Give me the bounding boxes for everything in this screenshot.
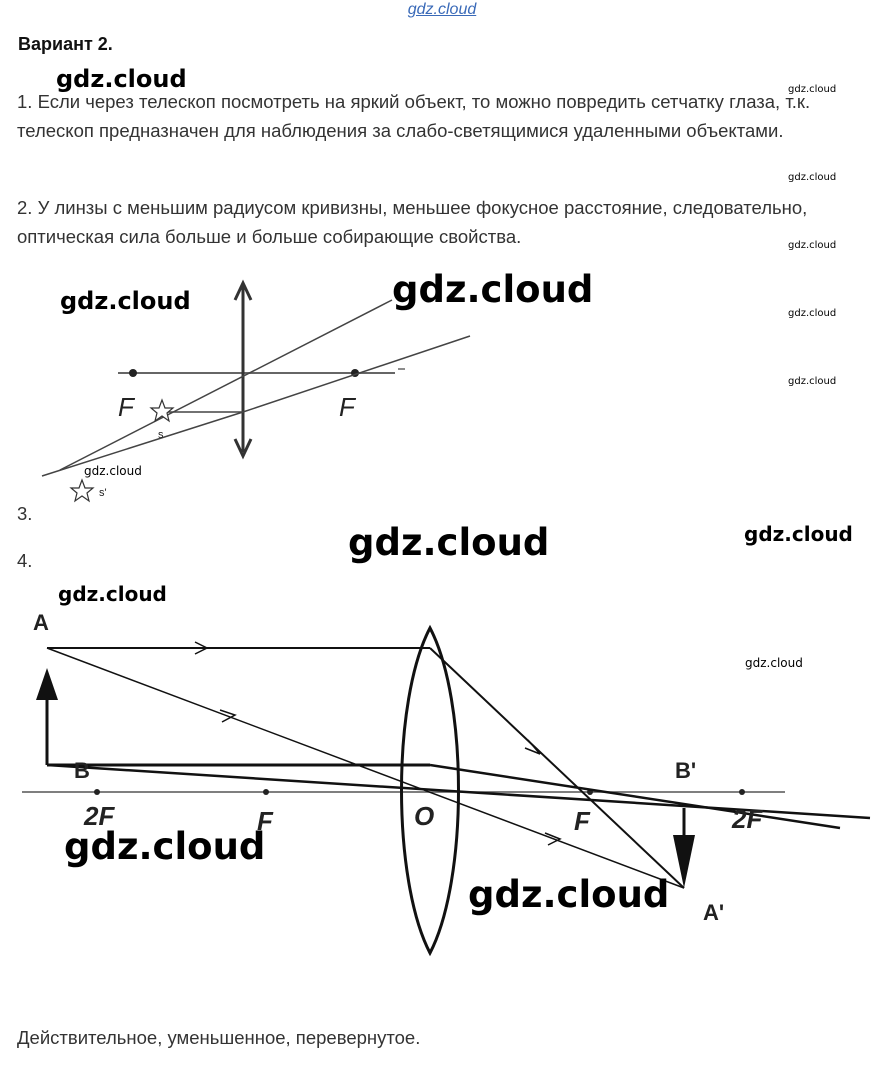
watermark-text: gdz.cloud	[58, 582, 167, 606]
watermark-text: gdz.cloud	[468, 873, 670, 916]
point-f-left	[263, 789, 269, 795]
watermark-text: gdz.cloud	[84, 464, 142, 478]
point-2f-left	[94, 789, 100, 795]
watermark-text: gdz.cloud	[788, 308, 837, 319]
label-o: O	[414, 801, 435, 831]
watermark-text: gdz.cloud	[788, 172, 837, 183]
watermark-text: gdz.cloud	[745, 656, 803, 670]
object-arrowhead	[36, 668, 58, 700]
source-label: s	[158, 429, 164, 441]
label-2f-right: 2F	[732, 804, 763, 834]
ray-from-b-refracted	[430, 765, 840, 828]
focus-label-left: F	[118, 392, 134, 422]
watermark-text: gdz.cloud	[392, 268, 594, 311]
image-label: s'	[99, 487, 107, 499]
point-2f-right	[739, 789, 745, 795]
answer-3-number: 3.	[17, 503, 33, 524]
watermark-text: gdz.cloud	[788, 240, 837, 251]
ray-through-focus	[430, 648, 684, 888]
conclusion-text: Действительное, уменьшенное, перевернутое.	[17, 1027, 421, 1048]
watermark-text: gdz.cloud	[348, 521, 550, 564]
focus-point-left	[129, 369, 137, 377]
watermark-text: gdz.cloud	[64, 825, 266, 868]
label-a-prime: A'	[703, 900, 725, 925]
watermark-text: gdz.cloud	[60, 287, 191, 315]
label-2f-left: 2F	[84, 801, 115, 831]
watermark-text: gdz.cloud	[744, 522, 853, 546]
variant-heading: Вариант 2.	[18, 34, 113, 54]
label-f-right: F	[574, 806, 590, 836]
image-star-icon	[71, 480, 93, 501]
refracted-ray-extension	[42, 412, 243, 476]
watermark-text: gdz.cloud	[788, 84, 837, 95]
answer-1-text: 1. Если через телескоп посмотреть на яркий объект, то можно повредить сетчатку глаза, т.к. телескоп предназначен для наблюдения за слабо-светящимися удаленными объектами.	[17, 91, 811, 141]
watermark-text: gdz.cloud	[788, 376, 837, 387]
answer-4-number: 4.	[17, 550, 33, 571]
focus-label-right: F	[339, 392, 355, 422]
label-a: A	[33, 610, 49, 635]
top-watermark-link[interactable]: gdz.cloud	[407, 1, 477, 18]
central-ray	[60, 300, 392, 470]
label-b-prime: B'	[675, 758, 697, 783]
watermark-text: gdz.cloud	[56, 65, 187, 93]
answer-2-text: 2. У линзы с меньшим радиусом кривизны, меньшее фокусное расстояние, следовательно, оптическая сила больше и больше собирающие свойства.	[17, 197, 808, 247]
label-f-left: F	[257, 806, 273, 836]
label-b: B	[74, 758, 90, 783]
